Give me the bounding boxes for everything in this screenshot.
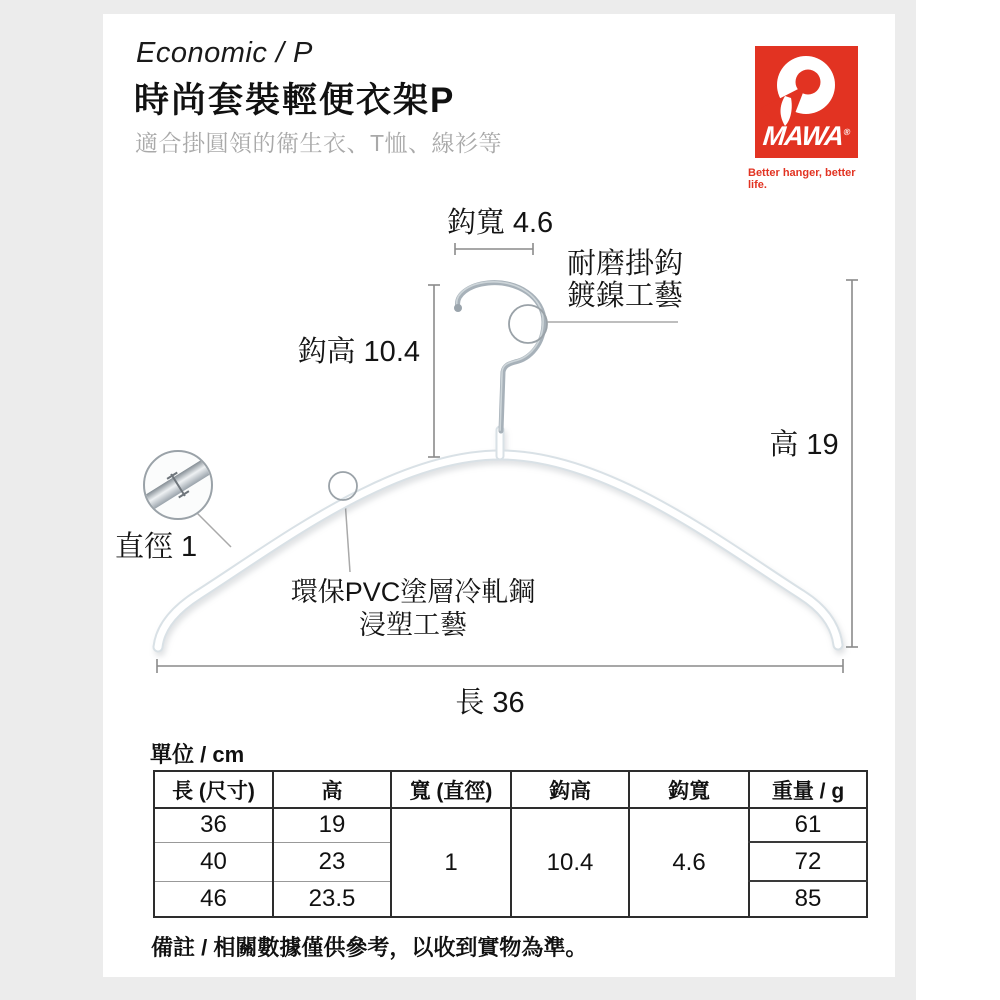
col-header-weight: 重量 / g [749,771,867,808]
coating-note-label [273,576,553,642]
table-cell-merged-hook-width: 4.6 [629,808,749,917]
table-cell-merged-hook-height: 10.4 [511,808,629,917]
coating-note-line1: 環保PVC塗層冷軋鋼 [290,577,536,607]
table-cell: 23 [273,842,391,881]
hook-height-label: 鈎高 10.4 [297,336,420,368]
spec-note: 備註 / 相關數據僅供參考，以收到實物為準。 [151,935,588,960]
hook-width-label: 鈎寬 4.6 [446,207,554,239]
coating-note-leader-line [345,500,350,572]
inset-leader-line [196,512,231,547]
registered-mark: ® [843,127,851,137]
coating-note-line2: 浸塑工藝 [359,610,467,640]
hook-note-label [567,248,683,312]
table-cell-merged-width: 1 [391,808,511,917]
nickel-hook [454,282,544,431]
table-cell: 61 [749,808,867,842]
col-header-height: 高 [273,771,391,808]
table-cell: 40 [154,842,273,881]
brand-text: MAWA [761,121,845,151]
col-header-hook-width: 鈎寬 [629,771,749,808]
col-header-hook-height: 鈎高 [511,771,629,808]
hook-note-line2: 鍍鎳工藝 [567,280,684,312]
table-cell: 23.5 [273,881,391,917]
page-subtitle: 適合掛圓領的衛生衣、T恤、線衫等 [135,130,503,156]
wire-callout-circle [329,472,357,500]
table-cell: 85 [749,881,867,917]
unit-label: 單位 / cm [150,742,245,767]
page-title: 時尚套裝輕便衣架P [134,81,456,120]
col-header-width: 寬 (直徑) [391,771,511,808]
table-cell: 36 [154,808,273,842]
length-label: 長 36 [455,687,525,719]
col-header-length: 長 (尺寸) [154,771,273,808]
hook-note-line1: 耐磨掛鈎 [567,248,684,280]
table-row [154,808,867,842]
hook-callout-circle [509,305,547,343]
table-cell: 46 [154,881,273,917]
spec-table [153,770,868,918]
table-cell: 19 [273,808,391,842]
table-cell: 72 [749,842,867,881]
leader-lines [196,322,678,572]
diameter-inset-magnifier [135,451,222,519]
diameter-label: 直徑 1 [115,531,198,563]
series-name: Economic / P [136,37,313,69]
height-label: 高 19 [769,429,839,461]
table-header-row [154,771,867,808]
hook-tip-ball [454,304,462,312]
logo-tagline: Better hanger, better life. [748,167,856,191]
content-card [103,14,895,977]
